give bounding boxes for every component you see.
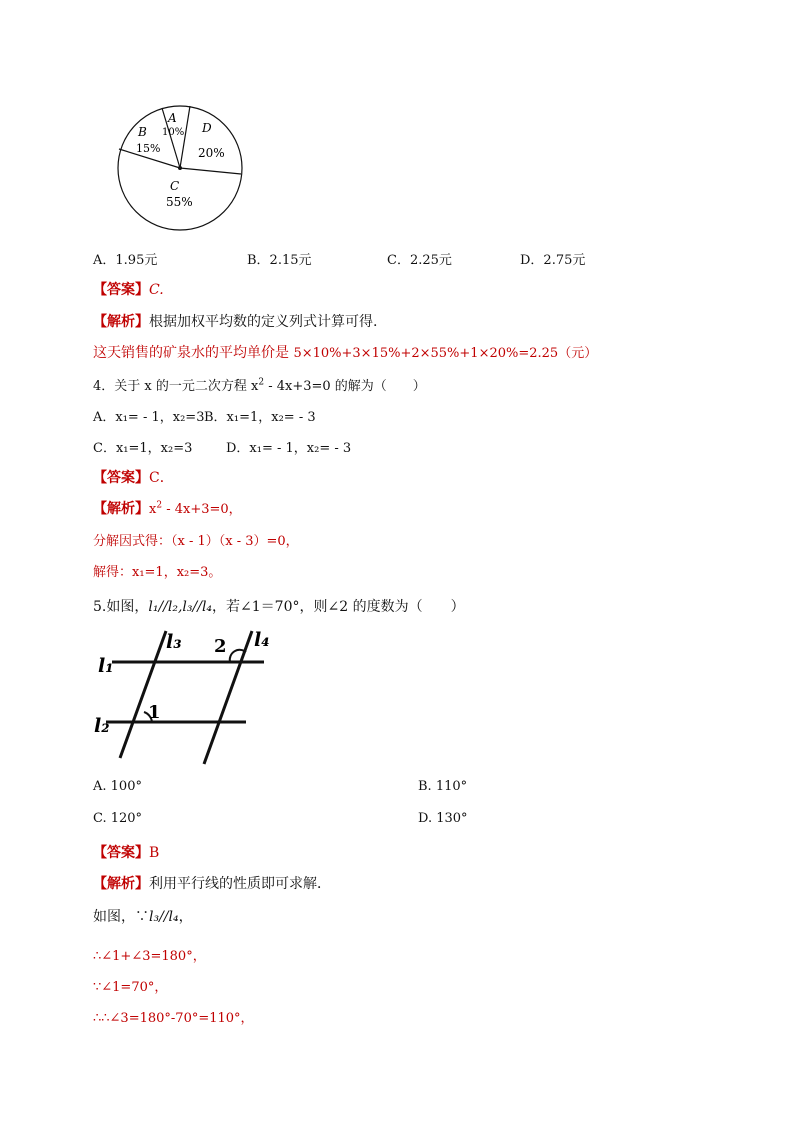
pie-chart [110,100,250,235]
label-l2: l₂ [94,715,110,737]
label-angle-2: 2 [214,636,227,657]
q4-option-d: D．x₁= - 1，x₂= - 3 [226,441,352,456]
analysis-text: 根据加权平均数的定义列式计算可得. [149,314,378,330]
solution-prefix: 这天销售的矿泉水的平均单价是 [93,345,289,361]
q5-option-b: B. 110° [418,779,468,794]
answer-value: C． [149,470,174,486]
label-angle-1: 1 [148,702,161,723]
answer-value: C. [149,282,164,298]
label-l1: l₁ [98,655,114,677]
label-l4: l₄ [254,629,270,651]
analysis-text: 利用平行线的性质即可求解． [149,876,331,892]
q4-stem-text-2: - 4x+3=0 的解为（ ） [264,379,426,394]
q3-option-b: B．2.15元 [247,253,312,268]
analysis-tag: 【解析】 [93,501,149,517]
q5-stem-lines: l₁//l₂,l₃//l₄ [148,599,213,615]
q4-option-c: C．x₁=1，x₂=3 [93,441,193,456]
q4-option-a: A．x₁= - 1，x₂=3 [93,410,205,425]
slice-c-label: C [170,179,180,193]
q4-factor: 分解因式得：（x - 1）（x - 3）=0， [93,534,299,549]
q5-option-c: C. 120° [93,811,143,826]
q4-answer [93,467,174,487]
analysis-tag: 【解析】 [93,314,149,330]
answer-tag: 【答案】 [93,845,149,861]
q4-option-b: B．x₁=1，x₂= - 3 [204,410,316,425]
q4-stem-exponent: 2 [258,377,265,388]
slice-a-percent: 10% [162,127,185,138]
q4-stem [93,375,426,394]
q4-stem-text: 4．关于 x 的一元二次方程 x [93,379,259,394]
slice-a-label: A [168,111,177,125]
q5-step-1 [93,906,193,926]
q5-stem [93,596,465,616]
q3-answer [93,279,164,299]
q5-option-d: D. 130° [418,811,468,826]
q5-step-2: ∴∠1+∠3=180°， [93,949,206,964]
slice-b-percent: 15% [136,142,161,155]
answer-tag: 【答案】 [93,470,149,486]
q3-option-d: D．2.75元 [520,253,586,268]
q5-step-4: ∴∴∠3=180°-70°=110°， [93,1011,254,1026]
analysis-b: - 4x+3=0， [162,502,242,517]
analysis-a: x [149,502,157,517]
step-1-text-2: ， [178,909,193,925]
pie-divider-cd [180,168,241,174]
step-1-text: 如图，∵ [93,909,149,925]
line-l3 [120,631,166,758]
q3-option-c: C．2.25元 [387,253,452,268]
q5-answer [93,842,159,862]
slice-c-percent: 55% [166,195,193,209]
q3-option-a: A．1.95元 [93,253,158,268]
answer-value: B [149,845,160,861]
label-l3: l₃ [166,631,182,653]
pie-center [178,166,182,170]
q5-analysis [93,873,331,893]
q5-step-3: ∵∠1=70°， [93,980,168,995]
answer-tag: 【答案】 [93,282,149,298]
analysis-exponent: 2 [156,500,163,511]
parallel-lines-figure [92,626,282,771]
slice-d-percent: 20% [198,146,225,160]
q5-option-a: A. 100° [93,779,142,794]
step-1-lines: l₃//l₄ [149,909,179,925]
q3-analysis [93,311,377,331]
q5-stem-text-2: ，若∠1＝70°，则∠2 的度数为（ ） [212,599,465,615]
q4-solve: 解得：x₁=1，x₂=3。 [93,565,222,580]
solution-formula: 5×10%+3×15%+2×55%+1×20%=2.25（元） [293,346,598,361]
q4-analysis [93,498,242,518]
analysis-tag: 【解析】 [93,876,149,892]
q3-solution [93,342,597,362]
q5-stem-text: 5.如图， [93,599,149,615]
slice-d-label: D [202,121,212,135]
slice-b-label: B [138,125,147,139]
